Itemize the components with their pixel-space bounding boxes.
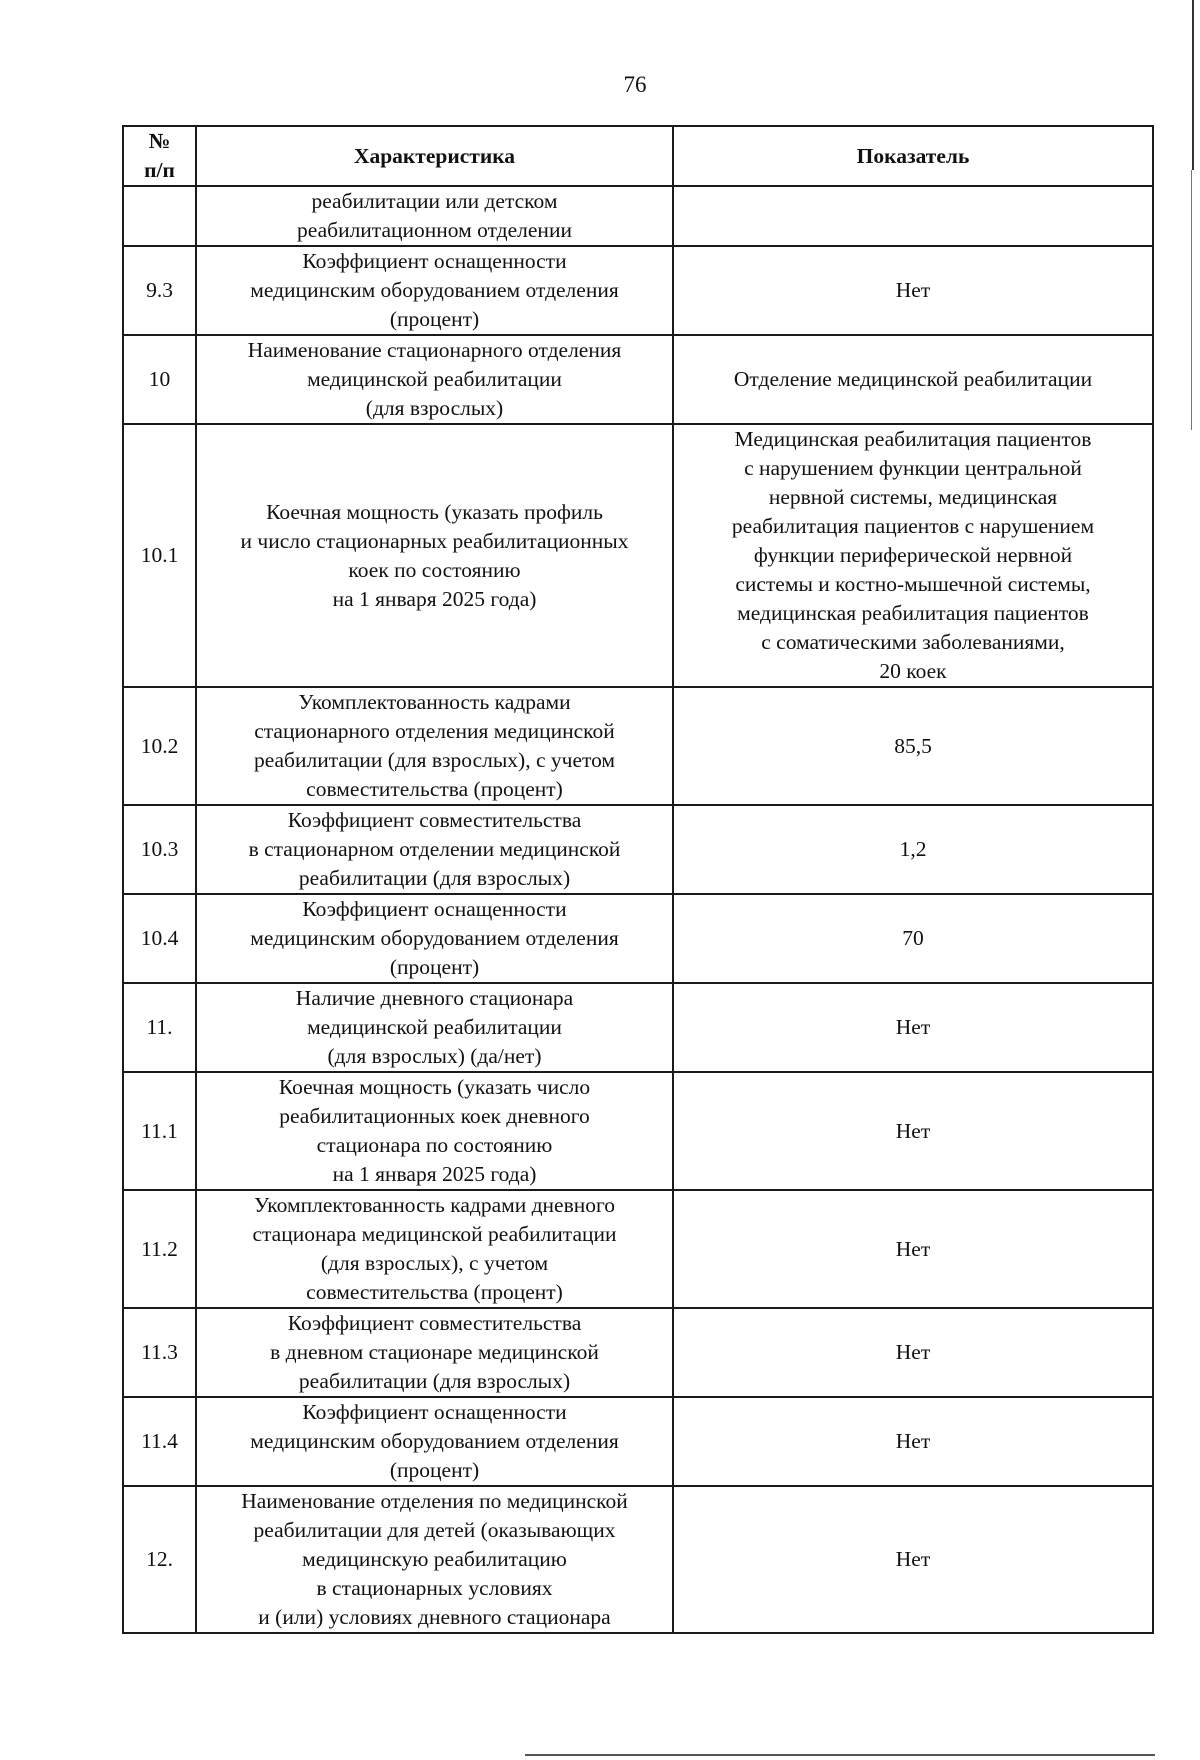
row-value: Нет — [673, 1397, 1153, 1486]
row-number: 11.3 — [123, 1308, 196, 1397]
page-number: 76 — [623, 72, 647, 97]
table-row — [123, 983, 1153, 1072]
characteristics-table — [122, 125, 1154, 1634]
row-characteristic: Коечная мощность (указать профиль и число стационарных реабилитационных коек по состоянию на 1 января 2025 года) — [196, 424, 673, 687]
row-number: 10.1 — [123, 424, 196, 687]
row-number — [123, 186, 196, 246]
table-header — [123, 126, 1153, 186]
row-value: 1,2 — [673, 805, 1153, 894]
row-characteristic: Коэффициент оснащенности медицинским оборудованием отделения (процент) — [196, 894, 673, 983]
table-row — [123, 894, 1153, 983]
row-number: 10.3 — [123, 805, 196, 894]
header-characteristic: Характеристика — [196, 126, 673, 186]
table-row — [123, 1397, 1153, 1486]
row-characteristic: Коэффициент оснащенности медицинским оборудованием отделения (процент) — [196, 1397, 673, 1486]
scan-bottom-line — [525, 1754, 1155, 1756]
row-number: 10.2 — [123, 687, 196, 805]
header-number: № п/п — [123, 126, 196, 186]
row-value — [673, 186, 1153, 246]
row-characteristic: Наличие дневного стационара медицинской реабилитации (для взрослых) (да/нет) — [196, 983, 673, 1072]
row-number: 10.4 — [123, 894, 196, 983]
table-row — [123, 1486, 1153, 1633]
table-row — [123, 1072, 1153, 1190]
row-value: Медицинская реабилитация пациентов с нарушением функции центральной нервной системы, медицинская реабилитация пациентов с нарушением функции периферической нервной системы и костно-мышечной системы, медицинская реабилитация пациентов с соматическими заболеваниями, 20 коек — [673, 424, 1153, 687]
row-number: 11.4 — [123, 1397, 196, 1486]
row-value: 85,5 — [673, 687, 1153, 805]
row-value: Нет — [673, 1190, 1153, 1308]
header-value: Показатель — [673, 126, 1153, 186]
row-characteristic: Наименование отделения по медицинской реабилитации для детей (оказывающих медицинскую реабилитацию в стационарных условиях и (или) условиях дневного стационара — [196, 1486, 673, 1633]
table-row — [123, 424, 1153, 687]
table-row — [123, 1190, 1153, 1308]
row-characteristic: Укомплектованность кадрами стационарного отделения медицинской реабилитации (для взрослых), с учетом совместительства (процент) — [196, 687, 673, 805]
scan-edge-line — [1191, 170, 1192, 430]
table-row — [123, 246, 1153, 335]
row-value: Нет — [673, 1072, 1153, 1190]
row-number: 9.3 — [123, 246, 196, 335]
row-number: 12. — [123, 1486, 196, 1633]
row-characteristic: Коэффициент оснащенности медицинским оборудованием отделения (процент) — [196, 246, 673, 335]
row-value: 70 — [673, 894, 1153, 983]
row-characteristic: Коэффициент совместительства в дневном стационаре медицинской реабилитации (для взрослых) — [196, 1308, 673, 1397]
row-characteristic: Укомплектованность кадрами дневного стационара медицинской реабилитации (для взрослых), с учетом совместительства (процент) — [196, 1190, 673, 1308]
row-number: 11.2 — [123, 1190, 196, 1308]
row-characteristic: Коэффициент совместительства в стационарном отделении медицинской реабилитации (для взрослых) — [196, 805, 673, 894]
row-value: Отделение медицинской реабилитации — [673, 335, 1153, 424]
row-value: Нет — [673, 1308, 1153, 1397]
table-row — [123, 335, 1153, 424]
row-characteristic: реабилитации или детском реабилитационном отделении — [196, 186, 673, 246]
table-row — [123, 687, 1153, 805]
row-characteristic: Наименование стационарного отделения медицинской реабилитации (для взрослых) — [196, 335, 673, 424]
row-value: Нет — [673, 1486, 1153, 1633]
table-row — [123, 805, 1153, 894]
scan-edge-line — [1192, 0, 1194, 170]
table-row — [123, 1308, 1153, 1397]
row-characteristic: Коечная мощность (указать число реабилитационных коек дневного стационара по состоянию на 1 января 2025 года) — [196, 1072, 673, 1190]
table-body — [123, 186, 1153, 1633]
table-row — [123, 186, 1153, 246]
table-header-row — [123, 126, 1153, 186]
row-number: 11.1 — [123, 1072, 196, 1190]
row-number: 10 — [123, 335, 196, 424]
row-number: 11. — [123, 983, 196, 1072]
row-value: Нет — [673, 246, 1153, 335]
row-value: Нет — [673, 983, 1153, 1072]
